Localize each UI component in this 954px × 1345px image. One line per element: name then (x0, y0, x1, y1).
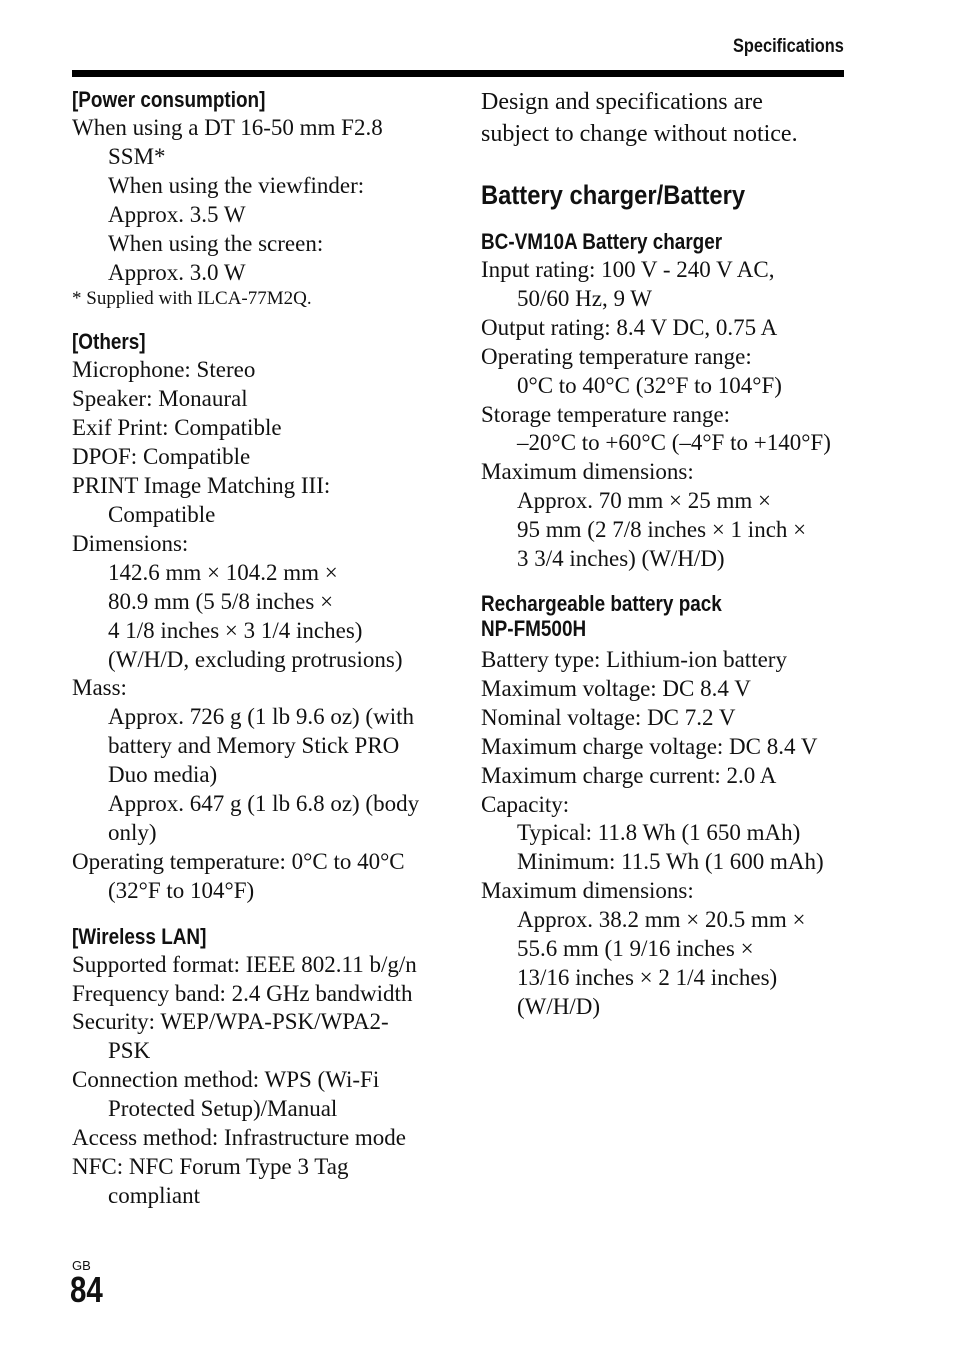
spec-line: Approx. 726 g (1 lb 9.6 oz) (with (108, 704, 414, 730)
spec-line: Operating temperature range: (481, 343, 752, 369)
spec-line: Input rating: 100 V - 240 V AC, (481, 257, 775, 282)
spec-line: Connection method: WPS (Wi-Fi (72, 1067, 380, 1093)
spec-line: Protected Setup)/Manual (108, 1096, 338, 1122)
spec-line: Duo media) (108, 762, 218, 788)
spec-line: Approx. 3.0 W (108, 259, 246, 285)
spec-line: compliant (108, 1182, 200, 1208)
right-column (481, 86, 861, 1022)
spec-line: Approx. 647 g (1 lb 6.8 oz) (body (108, 791, 420, 817)
section-title: Battery charger/Battery (481, 180, 746, 210)
spec-line: Minimum: 11.5 Wh (1 600 mAh) (517, 849, 824, 875)
spec-line: Approx. 3.5 W (108, 201, 246, 227)
spec-line: Exif Print: Compatible (72, 415, 282, 441)
page-number: 84 (70, 1269, 103, 1310)
spec-line: battery and Memory Stick PRO (108, 733, 400, 759)
section-heading: BC-VM10A Battery charger (481, 229, 723, 254)
spec-line: When using the screen: (108, 230, 324, 256)
spec-line: Maximum dimensions: (481, 459, 694, 485)
spec-line: Mass: (72, 675, 127, 701)
notice-line: subject to change without notice. (481, 121, 798, 147)
spec-line: 50/60 Hz, 9 W (517, 285, 653, 311)
spec-line: Approx. 38.2 mm × 20.5 mm × (517, 907, 806, 933)
battery-charger-section (481, 228, 861, 574)
spec-line: Compatible (108, 501, 216, 527)
spec-line: 80.9 mm (5 5/8 inches × (108, 588, 334, 614)
header-rule (72, 70, 844, 77)
spec-line: DPOF: Compatible (72, 444, 251, 470)
region-label: GB (72, 1258, 91, 1273)
spec-line: (32°F to 104°F) (108, 877, 255, 903)
spec-line: Maximum charge voltage: DC 8.4 V (481, 733, 818, 759)
spec-line: Maximum dimensions: (481, 878, 694, 904)
spec-line: PSK (108, 1038, 151, 1064)
spec-line: Battery type: Lithium-ion battery (481, 646, 787, 672)
spec-line: Maximum charge current: 2.0 A (481, 762, 777, 788)
section-heading: NP-FM500H (481, 615, 587, 641)
spec-line: When using the viewfinder: (108, 172, 365, 198)
spec-line: NFC: NFC Forum Type 3 Tag (72, 1154, 349, 1179)
others-section (72, 328, 452, 905)
power-consumption-section (72, 86, 452, 311)
section-heading: [Power consumption] (72, 87, 266, 112)
wireless-lan-section (72, 923, 452, 1211)
spec-line: 3 3/4 inches) (W/H/D) (517, 546, 725, 572)
spec-line: Output rating: 8.4 V DC, 0.75 A (481, 314, 778, 340)
spec-line: When using a DT 16-50 mm F2.8 (72, 115, 383, 140)
change-notice (481, 86, 861, 150)
left-column (72, 86, 452, 1211)
spec-line: Microphone: Stereo (72, 357, 256, 383)
spec-line: Approx. 70 mm × 25 mm × (517, 488, 772, 514)
spec-line: only) (108, 819, 157, 845)
spec-line: PRINT Image Matching III: (72, 473, 331, 499)
spec-line: 95 mm (2 7/8 inches × 1 inch × (517, 517, 807, 543)
section-heading: [Others] (72, 329, 146, 355)
running-head: Specifications (733, 36, 844, 57)
notice-line: Design and specifications are (481, 89, 763, 115)
section-heading: [Wireless LAN] (72, 923, 207, 949)
spec-line: Security: WEP/WPA-PSK/WPA2- (72, 1009, 389, 1035)
battery-pack-section (481, 591, 861, 1022)
spec-line: 0°C to 40°C (32°F to 104°F) (517, 372, 782, 398)
spec-line: Nominal voltage: DC 7.2 V (481, 704, 736, 730)
spec-line: Frequency band: 2.4 GHz bandwidth (72, 980, 413, 1006)
spec-line: Typical: 11.8 Wh (1 650 mAh) (517, 820, 801, 846)
spec-line: Capacity: (481, 791, 570, 817)
spec-line: SSM* (108, 143, 166, 169)
spec-line: Operating temperature: 0°C to 40°C (72, 848, 405, 874)
spec-line: –20°C to +60°C (–4°F to +140°F) (517, 430, 831, 456)
spec-line: (W/H/D, excluding protrusions) (108, 646, 403, 672)
spec-line: Maximum voltage: DC 8.4 V (481, 675, 751, 701)
spec-line: 4 1/8 inches × 3 1/4 inches) (108, 617, 363, 643)
spec-line: Storage temperature range: (481, 401, 731, 427)
spec-line: 142.6 mm × 104.2 mm × (108, 559, 338, 585)
spec-line: Speaker: Monaural (72, 386, 248, 412)
spec-line: Dimensions: (72, 530, 189, 556)
spec-line: Supported format: IEEE 802.11 b/g/n (72, 951, 417, 977)
footnote: * Supplied with ILCA-77M2Q. (72, 288, 312, 310)
spec-line: Access method: Infrastructure mode (72, 1125, 407, 1151)
spec-line: (W/H/D) (517, 993, 601, 1019)
section-heading: Rechargeable battery pack (481, 590, 722, 616)
spec-line: 13/16 inches × 2 1/4 inches) (517, 964, 778, 990)
spec-line: 55.6 mm (1 9/16 inches × (517, 936, 754, 962)
